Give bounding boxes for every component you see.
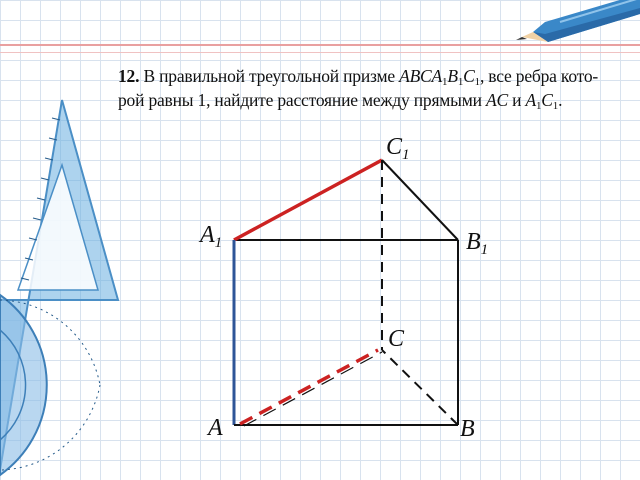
prism-sub-b: 1 [457,76,464,88]
problem-text-4: и [507,90,526,110]
prism-sub-c: 1 [474,76,480,88]
vertex-A1-sub: 1 [214,235,223,251]
prism-name: ABCA [399,66,443,86]
vertex-label-A: A [208,415,223,441]
problem-text-1: В правильной треугольной призме [139,66,400,86]
vertex-label-A1 [200,222,222,249]
vertex-A1-letter: A [200,222,215,248]
problem-text-5: . [558,90,563,110]
vertex-B1-letter: B [466,229,481,255]
edge-AC [240,350,378,424]
problem-number: 12. [118,66,140,86]
vertex-label-B: B [460,416,475,442]
pencil-icon [516,0,640,42]
vertex-label-B1 [466,229,488,256]
prism-c: C [463,66,475,86]
prism-sub-a: 1 [442,76,448,88]
line-a1c1-sub-a: 1 [535,100,542,112]
vertex-C1-sub: 1 [402,147,410,163]
line-a1c1-c: C [541,90,553,110]
edge-A1C1 [234,160,382,240]
line-ac: AC [485,90,508,110]
line-a1c1-a: A [525,90,536,110]
vertex-B1-sub: 1 [480,242,489,258]
edge-BC [382,350,458,425]
problem-text-3: рой равны 1, найдите расстояние между прямыми [118,90,486,110]
vertex-C1-letter: C [386,134,403,160]
edge-B1C1 [382,160,458,240]
edge-AC-shadow [244,352,382,426]
problem-text-2: , все ребра кото- [479,66,599,86]
problem-statement [118,64,618,112]
vertex-label-C: C [388,326,405,352]
prism-b: B [447,66,458,86]
prism-diagram [234,160,458,426]
line-a1c1-sub-c: 1 [552,100,559,112]
protractor-icon [0,295,100,475]
vertex-label-C1 [386,134,410,161]
